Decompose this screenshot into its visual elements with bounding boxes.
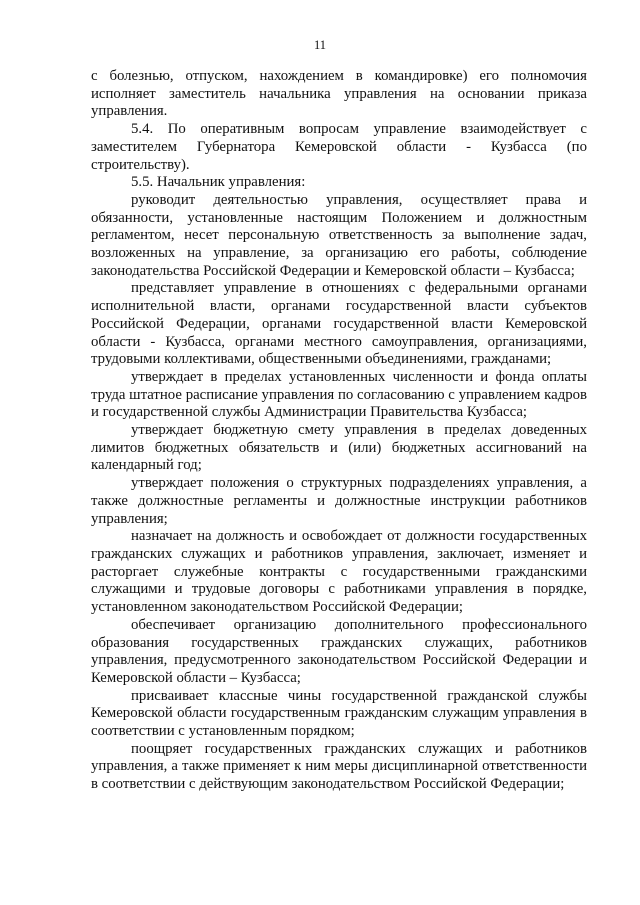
paragraph: присваивает классные чины государственной гражданской службы Кемеровской области государственным гражданским служащим управления в соответствии с установленным порядком;	[91, 687, 587, 740]
paragraph: обеспечивает организацию дополнительного профессионального образования государственных гражданских служащих, работников управления, предусмотренного законодательством Российской Федерации и Кемеровской области – Кузбасса;	[91, 616, 587, 686]
paragraph: 5.5. Начальник управления:	[131, 174, 306, 191]
page-number: 11	[313, 38, 327, 52]
body-text	[91, 68, 587, 794]
paragraph: 5.4. По оперативным вопросам управление взаимодействует с заместителем Губернатора Кемеровской области - Кузбасса (по строительству).	[91, 121, 587, 173]
paragraph: поощряет государственных гражданских служащих и работников управления, а также применяет к ним меры дисциплинарной ответственности в соответствии с действующим законодательством Российской Федерации;	[91, 740, 587, 793]
paragraph: представляет управление в отношениях с федеральными органами исполнительной власти, органами государственной власти субъектов Российской Федерации, органами государственной власти Кемеровской области - Кузбасса, органами местного самоуправления, организациями, трудовыми коллективами, общественными объединениями, гражданами;	[91, 280, 587, 368]
paragraph: руководит деятельностью управления, осуществляет права и обязанности, установленные настоящим Положением и должностным регламентом, несет персональную ответственность за выполнение задач, возложенных на управление, за организацию его работы, соблюдение законодательства Российской Федерации и Кемеровской области – Кузбасса;	[91, 191, 587, 279]
paragraph: утверждает в пределах установленных численности и фонда оплаты труда штатное расписание управления по согласованию с управлением кадров и государственной службы Администрации Правительства Кузбасса;	[91, 368, 587, 421]
paragraph: утверждает бюджетную смету управления в пределах доведенных лимитов бюджетных обязательств и (или) бюджетных ассигнований на календарный год;	[91, 422, 587, 474]
paragraph: с болезнью, отпуском, нахождением в командировке) его полномочия исполняет заместитель начальника управления на основании приказа управления.	[91, 68, 587, 120]
paragraph: назначает на должность и освобождает от должности государственных гражданских служащих и работников управления, заключает, изменяет и расторгает служебные контракты с государственными гражданскими служащими и трудовые договоры с работниками управления в порядке, установленном законодательством Российской Федерации;	[91, 528, 587, 616]
paragraph: утверждает положения о структурных подразделениях управления, а также должностные регламенты и должностные инструкции работников управления;	[91, 475, 587, 527]
